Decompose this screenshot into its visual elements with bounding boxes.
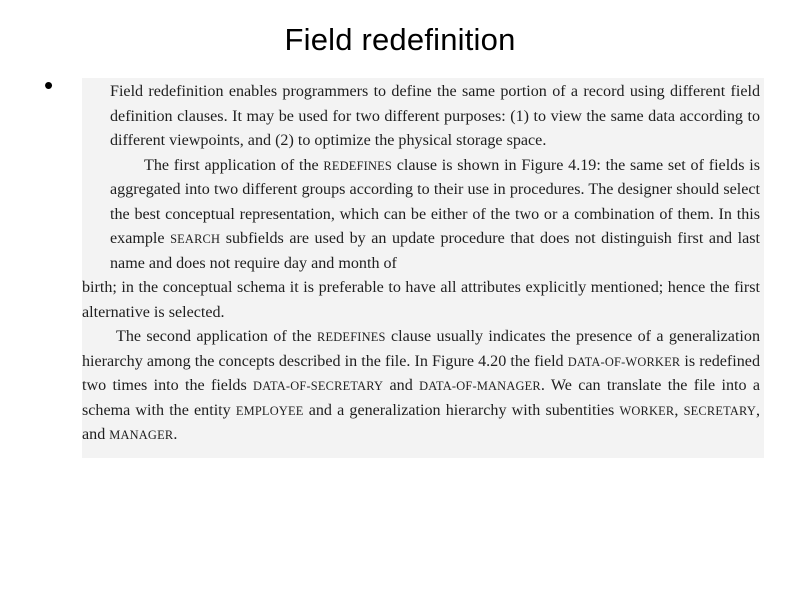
excerpt-paragraph-1: Field redefinition enables programmers to define the same portion of a record using different field definition clauses. It may be used for two different purposes: (1) to view the same data according to different viewpoints, and (2) to optimize the physical storage space. [110, 83, 760, 149]
excerpt-text-run: clause usually indicates the presence of a generalization hierarchy among the concepts described in the file. In Figure 4.20 the field [82, 328, 760, 370]
excerpt-text-run: . We can translate the file into a schema with the entity [82, 377, 760, 419]
excerpt-text-run: The second application of the [116, 328, 318, 345]
excerpt-text-run: and a generalization hierarchy with subentities [303, 401, 620, 419]
keyword-secretary: SECRETARY [683, 403, 756, 418]
excerpt-text-run: clause is shown in Figure 4.19: the same set of fields is aggregated into two different groups according to their use in procedures. The designer should select the best conceptual representation, which can be either of the two or a combination of them. In this example [110, 156, 760, 247]
excerpt-paragraph-2 [110, 154, 760, 277]
keyword-data-of-manager: DATA-OF-MANAGER [419, 379, 541, 393]
keyword-data-of-secretary: DATA-OF-SECRETARY [253, 379, 384, 393]
excerpt-text-run: is redefined two times into the fields [82, 352, 760, 394]
keyword-worker: WORKER [619, 403, 675, 418]
keyword-redefines: REDEFINES [323, 158, 392, 173]
excerpt-text-run: . [173, 426, 178, 443]
slide-title: Field redefinition [284, 22, 516, 57]
keyword-manager: MANAGER [109, 428, 174, 442]
excerpt-text-run: , and [82, 401, 761, 443]
excerpt-text [82, 80, 761, 448]
excerpt-text-run: subfields are used by an update procedure that does not distinguish first and last name and does not require day and month of [110, 230, 760, 272]
excerpt-text-run: and [383, 377, 420, 394]
bullet-marker: • [44, 70, 54, 100]
excerpt-paragraph-4 [82, 325, 760, 448]
keyword-employee: EMPLOYEE [235, 403, 304, 418]
keyword-redefines: REDEFINES [317, 330, 386, 344]
excerpt-paragraph-3: birth; in the conceptual schema it is preferable to have all attributes explicitly mentioned; hence the first alternative is selected. [82, 279, 760, 321]
scanned-excerpt-image [82, 78, 764, 458]
keyword-search: SEARCH [170, 232, 221, 246]
excerpt-text-run: , [674, 401, 684, 419]
excerpt-text-run: The first application of the [144, 156, 324, 174]
keyword-data-of-worker: DATA-OF-WORKER [567, 354, 681, 369]
